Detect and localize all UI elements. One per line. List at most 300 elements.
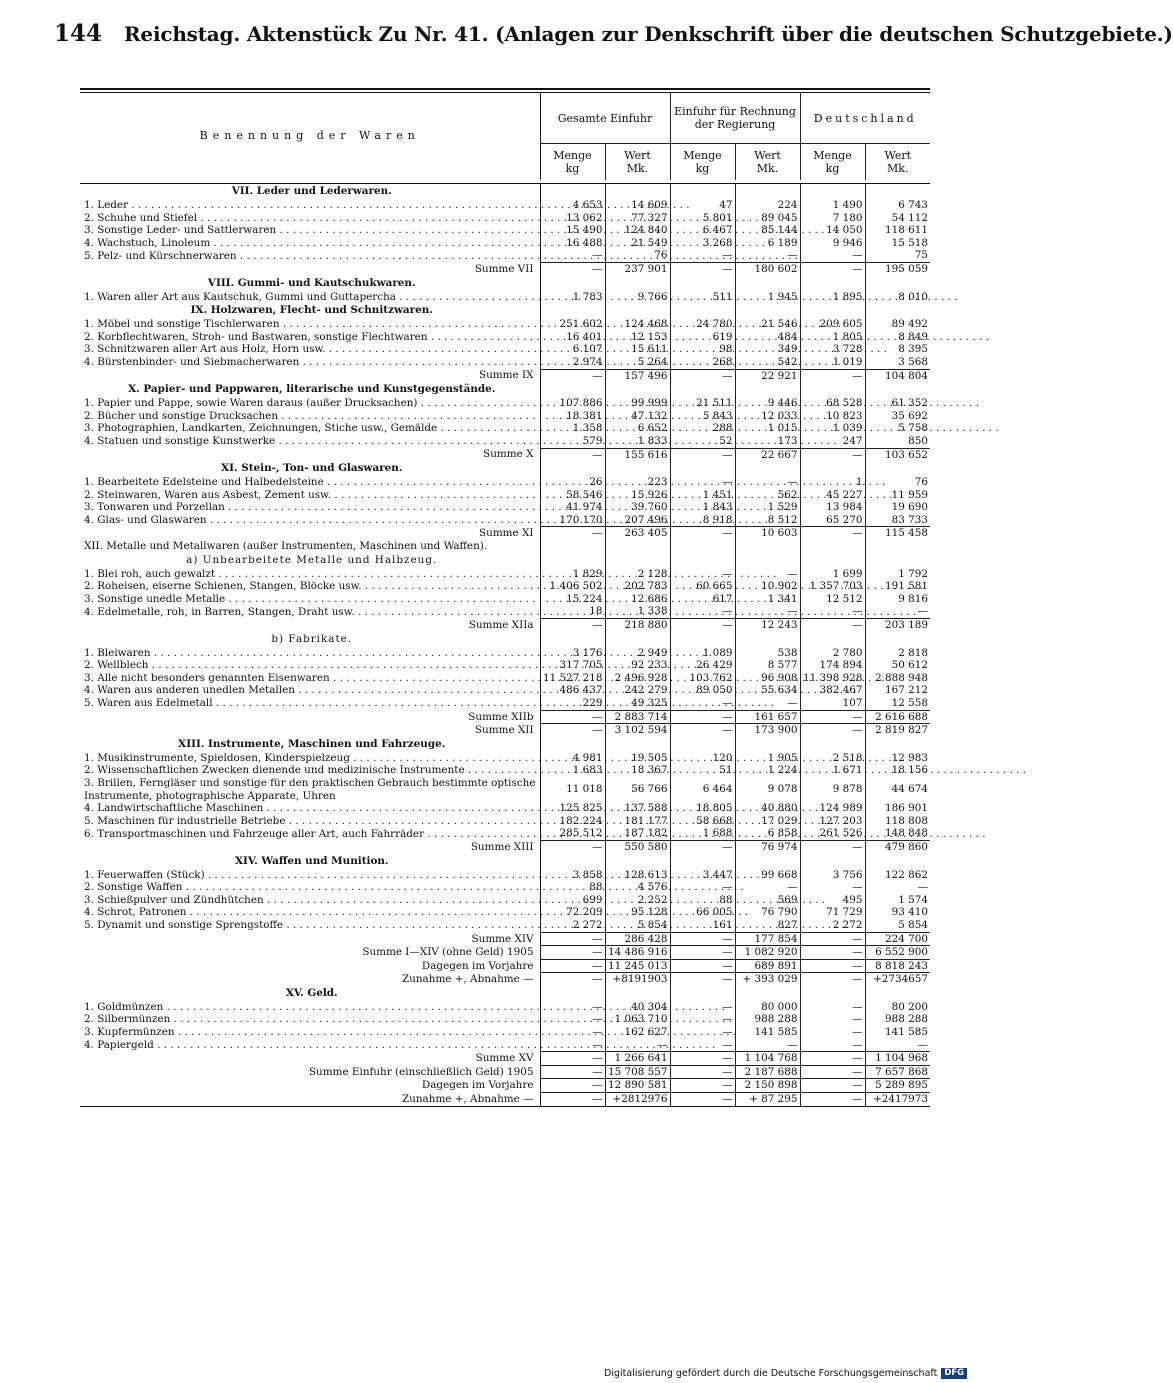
table-row — [80, 199, 930, 212]
section-heading-row — [80, 854, 930, 869]
import-table-container — [80, 88, 930, 1109]
row-label: 2. Silbermünzen — [84, 1013, 171, 1026]
row-label: 1. Waren aller Art aus Kautschuk, Gummi und Guttapercha — [84, 290, 396, 303]
value-cell: 617 — [670, 593, 735, 606]
value-cell: 286 428 — [605, 932, 670, 946]
value-cell: — — [670, 840, 735, 853]
value-cell: 1 490 — [800, 199, 865, 212]
row-label: 6. Transportmaschinen und Fahrzeuge aller Art, auch Fahrräder — [84, 827, 425, 840]
value-cell: 1 357 703 — [800, 580, 865, 593]
value-cell: 115 458 — [865, 527, 930, 540]
value-cell: — — [800, 1013, 865, 1026]
value-cell: 148 848 — [865, 827, 930, 840]
value-cell: — — [540, 973, 605, 986]
sum-row — [80, 619, 930, 632]
value-cell: 237 901 — [605, 262, 670, 275]
value-cell: 1 039 — [800, 422, 865, 435]
column-header-description: Benennung der Waren — [199, 129, 420, 143]
table-row — [80, 580, 930, 593]
value-cell: 55 634 — [735, 684, 800, 697]
value-cell: 538 — [735, 647, 800, 660]
value-cell: 15 708 557 — [605, 1065, 670, 1079]
value-cell: 10 902 — [735, 580, 800, 593]
row-label: a) Unbearbeitete Metalle und Halbzeug. — [186, 553, 438, 566]
value-cell: 850 — [865, 435, 930, 448]
value-cell: — — [670, 973, 735, 986]
value-cell — [865, 854, 930, 869]
value-cell: 66 005 — [670, 906, 735, 919]
value-cell: 1 945 — [735, 291, 800, 304]
value-cell: 268 — [670, 356, 735, 369]
row-label: Summe XI — [479, 527, 534, 540]
table-row — [80, 752, 930, 765]
value-cell: 11 398 928 — [800, 672, 865, 685]
value-cell: 689 891 — [735, 959, 800, 973]
value-cell: 4 576 — [605, 881, 670, 894]
value-cell: 1 341 — [735, 593, 800, 606]
value-cell: 495 — [800, 894, 865, 907]
table-row — [80, 540, 930, 553]
value-cell — [670, 276, 735, 291]
value-cell: — — [800, 1039, 865, 1052]
row-label: 1. Bearbeitete Edelsteine und Halbedelsteine — [84, 476, 324, 489]
value-cell: 263 405 — [605, 527, 670, 540]
table-row — [80, 331, 930, 344]
value-cell: — — [800, 527, 865, 540]
value-cell: — — [540, 959, 605, 973]
table-header — [80, 93, 930, 184]
value-cell: 10 603 — [735, 527, 800, 540]
value-cell: 61 352 — [865, 397, 930, 410]
value-cell: 382 467 — [800, 684, 865, 697]
value-cell: 11 245 013 — [605, 959, 670, 973]
value-cell: 3 268 — [670, 237, 735, 250]
sum-row — [80, 448, 930, 461]
footer-text: Digitalisierung gefördert durch die Deutsche Forschungsgemeinschaft — [604, 1368, 938, 1379]
sum-row — [80, 946, 930, 960]
row-label: Zunahme +, Abnahme — — [401, 973, 534, 986]
row-label: 2. Korbflechtwaren, Stroh- und Bastwaren, sonstige Flechtwaren — [84, 330, 428, 343]
row-label: Zunahme +, Abnahme — — [401, 1092, 534, 1105]
value-cell: 1 104 968 — [865, 1052, 930, 1066]
value-cell: 224 — [735, 199, 800, 212]
value-cell: 124 840 — [605, 224, 670, 237]
value-cell: — — [800, 619, 865, 632]
value-cell: 122 862 — [865, 869, 930, 882]
value-cell: — — [670, 448, 735, 461]
table-row — [80, 894, 930, 907]
value-cell — [670, 382, 735, 397]
row-label: 4. Statuen und sonstige Kunstwerke — [84, 435, 276, 448]
value-cell: — — [540, 1052, 605, 1066]
value-cell — [670, 632, 735, 647]
value-cell: 35 692 — [865, 410, 930, 423]
value-cell — [735, 632, 800, 647]
row-label: Summe XV — [475, 1052, 534, 1065]
value-cell: 1 266 641 — [605, 1052, 670, 1066]
value-cell: 6 858 — [735, 827, 800, 840]
row-label: 5. Dynamit und sonstige Sprengstoffe — [84, 919, 284, 932]
table-row — [80, 906, 930, 919]
value-cell: 39 760 — [605, 501, 670, 514]
value-cell: — — [670, 249, 735, 262]
row-label: 1. Blei roh, auch gewalzt — [84, 567, 216, 580]
table-row — [80, 593, 930, 606]
value-cell: 104 804 — [865, 369, 930, 382]
table-row — [80, 764, 930, 777]
value-cell: 15 224 — [540, 593, 605, 606]
value-cell — [540, 382, 605, 397]
value-cell: 349 — [735, 343, 800, 356]
value-cell — [800, 184, 865, 200]
value-cell: — — [800, 249, 865, 262]
value-cell: 1 089 — [670, 647, 735, 660]
value-cell — [865, 737, 930, 752]
value-cell: 5 289 895 — [865, 1079, 930, 1093]
value-cell: 56 766 — [605, 777, 670, 802]
value-cell: 218 880 — [605, 619, 670, 632]
value-cell: — — [540, 724, 605, 737]
value-cell: 24 780 — [670, 318, 735, 331]
value-cell: 1 683 — [540, 764, 605, 777]
row-label: 1. Bleiwaren — [84, 646, 151, 659]
value-cell: — — [670, 1052, 735, 1066]
table-row — [80, 476, 930, 489]
import-table — [80, 93, 930, 1109]
value-cell — [865, 382, 930, 397]
value-cell: 11 959 — [865, 489, 930, 502]
value-cell: 16 401 — [540, 331, 605, 344]
value-cell: 40 304 — [605, 1001, 670, 1014]
sum-row — [80, 840, 930, 853]
value-cell: 3 756 — [800, 869, 865, 882]
value-cell: 8 512 — [735, 514, 800, 527]
value-cell — [670, 540, 735, 553]
value-cell — [800, 461, 865, 476]
row-label: 4. Schrot, Patronen — [84, 906, 187, 919]
value-cell: 2 252 — [605, 894, 670, 907]
value-cell: 92 233 — [605, 659, 670, 672]
value-cell: 2 780 — [800, 647, 865, 660]
row-label: 3. Sonstige unedle Metalle — [84, 592, 226, 605]
subsection-heading-row — [80, 553, 930, 568]
value-cell: 14 050 — [800, 224, 865, 237]
table-row — [80, 356, 930, 369]
value-cell: 1 529 — [735, 501, 800, 514]
table-row — [80, 422, 930, 435]
value-cell: 1 — [800, 476, 865, 489]
value-cell: — — [540, 1013, 605, 1026]
row-label: Summe I—XIV (ohne Geld) 1905 — [362, 946, 534, 959]
table-row — [80, 827, 930, 840]
value-cell: 15 926 — [605, 489, 670, 502]
value-cell: 19 505 — [605, 752, 670, 765]
value-cell: 18 — [540, 605, 605, 618]
value-cell: 1 792 — [865, 568, 930, 581]
value-cell: — — [670, 710, 735, 724]
value-cell: 6 467 — [670, 224, 735, 237]
value-cell — [605, 303, 670, 318]
value-cell: 8 849 — [865, 331, 930, 344]
value-cell: 1 451 — [670, 489, 735, 502]
value-cell: 76 974 — [735, 840, 800, 853]
row-label: 3. Kupfermünzen — [84, 1026, 175, 1039]
value-cell: 479 860 — [865, 840, 930, 853]
value-cell: 41 974 — [540, 501, 605, 514]
table-row — [80, 291, 930, 304]
table-row — [80, 1026, 930, 1039]
value-cell: 161 657 — [735, 710, 800, 724]
value-cell: 21 549 — [605, 237, 670, 250]
value-cell — [670, 854, 735, 869]
value-cell: 9 078 — [735, 777, 800, 802]
value-cell: 83 733 — [865, 514, 930, 527]
value-cell — [800, 737, 865, 752]
table-row — [80, 318, 930, 331]
value-cell: 44 674 — [865, 777, 930, 802]
value-cell: 5 854 — [865, 919, 930, 932]
value-cell: 1 104 768 — [735, 1052, 800, 1066]
value-cell: — — [670, 476, 735, 489]
value-cell — [605, 632, 670, 647]
value-cell: 186 901 — [865, 802, 930, 815]
table-row — [80, 212, 930, 225]
value-cell: + 393 029 — [735, 973, 800, 986]
value-cell: 16 488 — [540, 237, 605, 250]
row-label: Summe XIIa — [468, 618, 534, 631]
value-cell: 125 825 — [540, 802, 605, 815]
value-cell: 180 602 — [735, 262, 800, 275]
value-cell: 95 128 — [605, 906, 670, 919]
value-cell — [540, 184, 605, 200]
value-cell: 13 062 — [540, 212, 605, 225]
value-cell: 75 — [865, 249, 930, 262]
value-cell — [605, 461, 670, 476]
row-label: Summe XIV — [471, 932, 534, 945]
value-cell: 3 447 — [670, 869, 735, 882]
value-cell: 1 905 — [735, 752, 800, 765]
value-cell: — — [800, 369, 865, 382]
value-cell — [800, 854, 865, 869]
value-cell — [670, 553, 735, 568]
dfg-logo: DFG — [941, 1368, 967, 1379]
value-cell: 99 999 — [605, 397, 670, 410]
row-label: b) Fabrikate. — [271, 632, 353, 645]
value-cell — [800, 276, 865, 291]
column-group-regierung: Einfuhr für Rechnung der Regierung — [670, 93, 800, 144]
value-cell: 26 — [540, 476, 605, 489]
value-cell: — — [735, 249, 800, 262]
value-cell: 12 558 — [865, 697, 930, 710]
value-cell: 486 437 — [540, 684, 605, 697]
table-row — [80, 343, 930, 356]
value-cell: 137 588 — [605, 802, 670, 815]
value-cell: 7 180 — [800, 212, 865, 225]
value-cell: 229 — [540, 697, 605, 710]
value-cell: 550 580 — [605, 840, 670, 853]
value-cell: 579 — [540, 435, 605, 448]
value-cell: 103 652 — [865, 448, 930, 461]
value-cell: 107 — [800, 697, 865, 710]
value-cell: 76 — [605, 249, 670, 262]
value-cell: — — [540, 710, 605, 724]
table-row — [80, 410, 930, 423]
value-cell — [735, 303, 800, 318]
value-cell: — — [540, 1001, 605, 1014]
value-cell: 1 783 — [540, 291, 605, 304]
table-row — [80, 672, 930, 685]
value-cell: 99 668 — [735, 869, 800, 882]
value-cell: 207 496 — [605, 514, 670, 527]
value-cell: 2 272 — [800, 919, 865, 932]
value-cell: 2 496 928 — [605, 672, 670, 685]
value-cell: 54 112 — [865, 212, 930, 225]
row-label: 2. Wellblech — [84, 659, 149, 672]
value-cell: 202 783 — [605, 580, 670, 593]
value-cell: 107 886 — [540, 397, 605, 410]
row-label: 1. Feuerwaffen (Stück) — [84, 868, 205, 881]
value-cell: 285 512 — [540, 827, 605, 840]
table-row — [80, 815, 930, 828]
row-label: 4. Edelmetalle, roh, in Barren, Stangen, Draht usw. — [84, 605, 355, 618]
column-header-menge: Menge kg — [670, 144, 735, 181]
value-cell: 118 808 — [865, 815, 930, 828]
value-cell: 1 358 — [540, 422, 605, 435]
value-cell: — — [670, 369, 735, 382]
value-cell: 619 — [670, 331, 735, 344]
value-cell: 484 — [735, 331, 800, 344]
value-cell: 1 406 502 — [540, 580, 605, 593]
value-cell: 47 132 — [605, 410, 670, 423]
value-cell: — — [670, 1093, 735, 1107]
value-cell: 12 153 — [605, 331, 670, 344]
table-row — [80, 869, 930, 882]
value-cell: 224 700 — [865, 932, 930, 946]
value-cell: — — [670, 932, 735, 946]
value-cell: 6 107 — [540, 343, 605, 356]
value-cell — [735, 854, 800, 869]
column-group-gesamte-einfuhr: Gesamte Einfuhr — [540, 93, 670, 144]
value-cell: 2 272 — [540, 919, 605, 932]
value-cell: — — [540, 1079, 605, 1093]
value-cell — [735, 553, 800, 568]
value-cell — [735, 540, 800, 553]
value-cell: 242 279 — [605, 684, 670, 697]
value-cell: — — [670, 1079, 735, 1093]
value-cell: 22 921 — [735, 369, 800, 382]
value-cell: 72 209 — [540, 906, 605, 919]
value-cell: + 87 295 — [735, 1093, 800, 1107]
value-cell: 8 010 — [865, 291, 930, 304]
value-cell: 261 526 — [800, 827, 865, 840]
value-cell: — — [865, 881, 930, 894]
row-label: Summe Einfuhr (einschließlich Geld) 1905 — [308, 1065, 534, 1078]
section-heading-row — [80, 276, 930, 291]
value-cell: 1 574 — [865, 894, 930, 907]
value-cell: 118 611 — [865, 224, 930, 237]
value-cell: 12 686 — [605, 593, 670, 606]
value-cell — [540, 632, 605, 647]
value-cell: — — [800, 724, 865, 737]
row-label: 1. Papier und Pappe, sowie Waren daraus (außer Drucksachen) — [84, 397, 418, 410]
value-cell: — — [800, 932, 865, 946]
table-row — [80, 881, 930, 894]
value-cell: — — [540, 369, 605, 382]
value-cell — [735, 986, 800, 1001]
value-cell — [670, 737, 735, 752]
value-cell: — — [670, 619, 735, 632]
row-label: 1. Möbel und sonstige Tischlerwaren — [84, 318, 280, 331]
value-cell: 8 818 243 — [865, 959, 930, 973]
value-cell — [540, 854, 605, 869]
value-cell — [540, 986, 605, 1001]
value-cell: 3 176 — [540, 647, 605, 660]
value-cell: 511 — [670, 291, 735, 304]
row-label: IX. Holzwaren, Flecht- und Schnitzwaren. — [190, 304, 433, 317]
value-cell — [800, 303, 865, 318]
value-cell: — — [800, 1079, 865, 1093]
value-cell — [670, 986, 735, 1001]
value-cell: 103 762 — [670, 672, 735, 685]
value-cell: — — [540, 619, 605, 632]
value-cell: 80 000 — [735, 1001, 800, 1014]
value-cell: 562 — [735, 489, 800, 502]
row-label: Summe IX — [479, 369, 534, 382]
value-cell: — — [540, 840, 605, 853]
table-row — [80, 397, 930, 410]
value-cell: 98 — [670, 343, 735, 356]
value-cell: — — [540, 1065, 605, 1079]
row-label: 2. Steinwaren, Waren aus Asbest, Zement usw. — [84, 488, 332, 501]
value-cell: 2 819 827 — [865, 724, 930, 737]
row-label: 2. Sonstige Waffen — [84, 881, 183, 894]
value-cell — [735, 184, 800, 200]
value-cell: — — [865, 605, 930, 618]
value-cell: 10 823 — [800, 410, 865, 423]
value-cell: 6 652 — [605, 422, 670, 435]
value-cell: 181 177 — [605, 815, 670, 828]
value-cell: — — [670, 697, 735, 710]
value-cell: 65 270 — [800, 514, 865, 527]
table-row — [80, 489, 930, 502]
value-cell — [670, 303, 735, 318]
row-label: XII. Metalle und Metallwaren (außer Instrumenten, Maschinen und Waffen). — [84, 540, 488, 553]
value-cell: 2 616 688 — [865, 710, 930, 724]
section-heading-row — [80, 184, 930, 200]
table-row — [80, 501, 930, 514]
row-label: 3. Brillen, Ferngläser und sonstige für den praktischen Gebrauch bestimmte optische Instrumente, photographische Apparate, Uhren — [84, 776, 536, 802]
value-cell: 1 805 — [800, 331, 865, 344]
table-row — [80, 605, 930, 618]
value-cell: 203 189 — [865, 619, 930, 632]
value-cell: — — [670, 946, 735, 960]
value-cell: 76 790 — [735, 906, 800, 919]
section-heading-row — [80, 382, 930, 397]
value-cell — [865, 540, 930, 553]
value-cell: 4 981 — [540, 752, 605, 765]
value-cell — [865, 276, 930, 291]
value-cell: 191 581 — [865, 580, 930, 593]
column-header-menge: Menge kg — [540, 144, 605, 181]
table-row — [80, 237, 930, 250]
page-title: Reichstag. Aktenstück Zu Nr. 41. (Anlagen zur Denkschrift über die deutschen Schutzgebiete.) — [124, 22, 1173, 46]
row-label: XIII. Instrumente, Maschinen und Fahrzeuge. — [178, 737, 446, 750]
footer — [604, 1368, 967, 1379]
row-label: XI. Stein-, Ton- und Glaswaren. — [221, 462, 403, 475]
value-cell: — — [800, 881, 865, 894]
row-label: 3. Schießpulver und Zündhütchen — [84, 893, 264, 906]
value-cell: — — [800, 1026, 865, 1039]
